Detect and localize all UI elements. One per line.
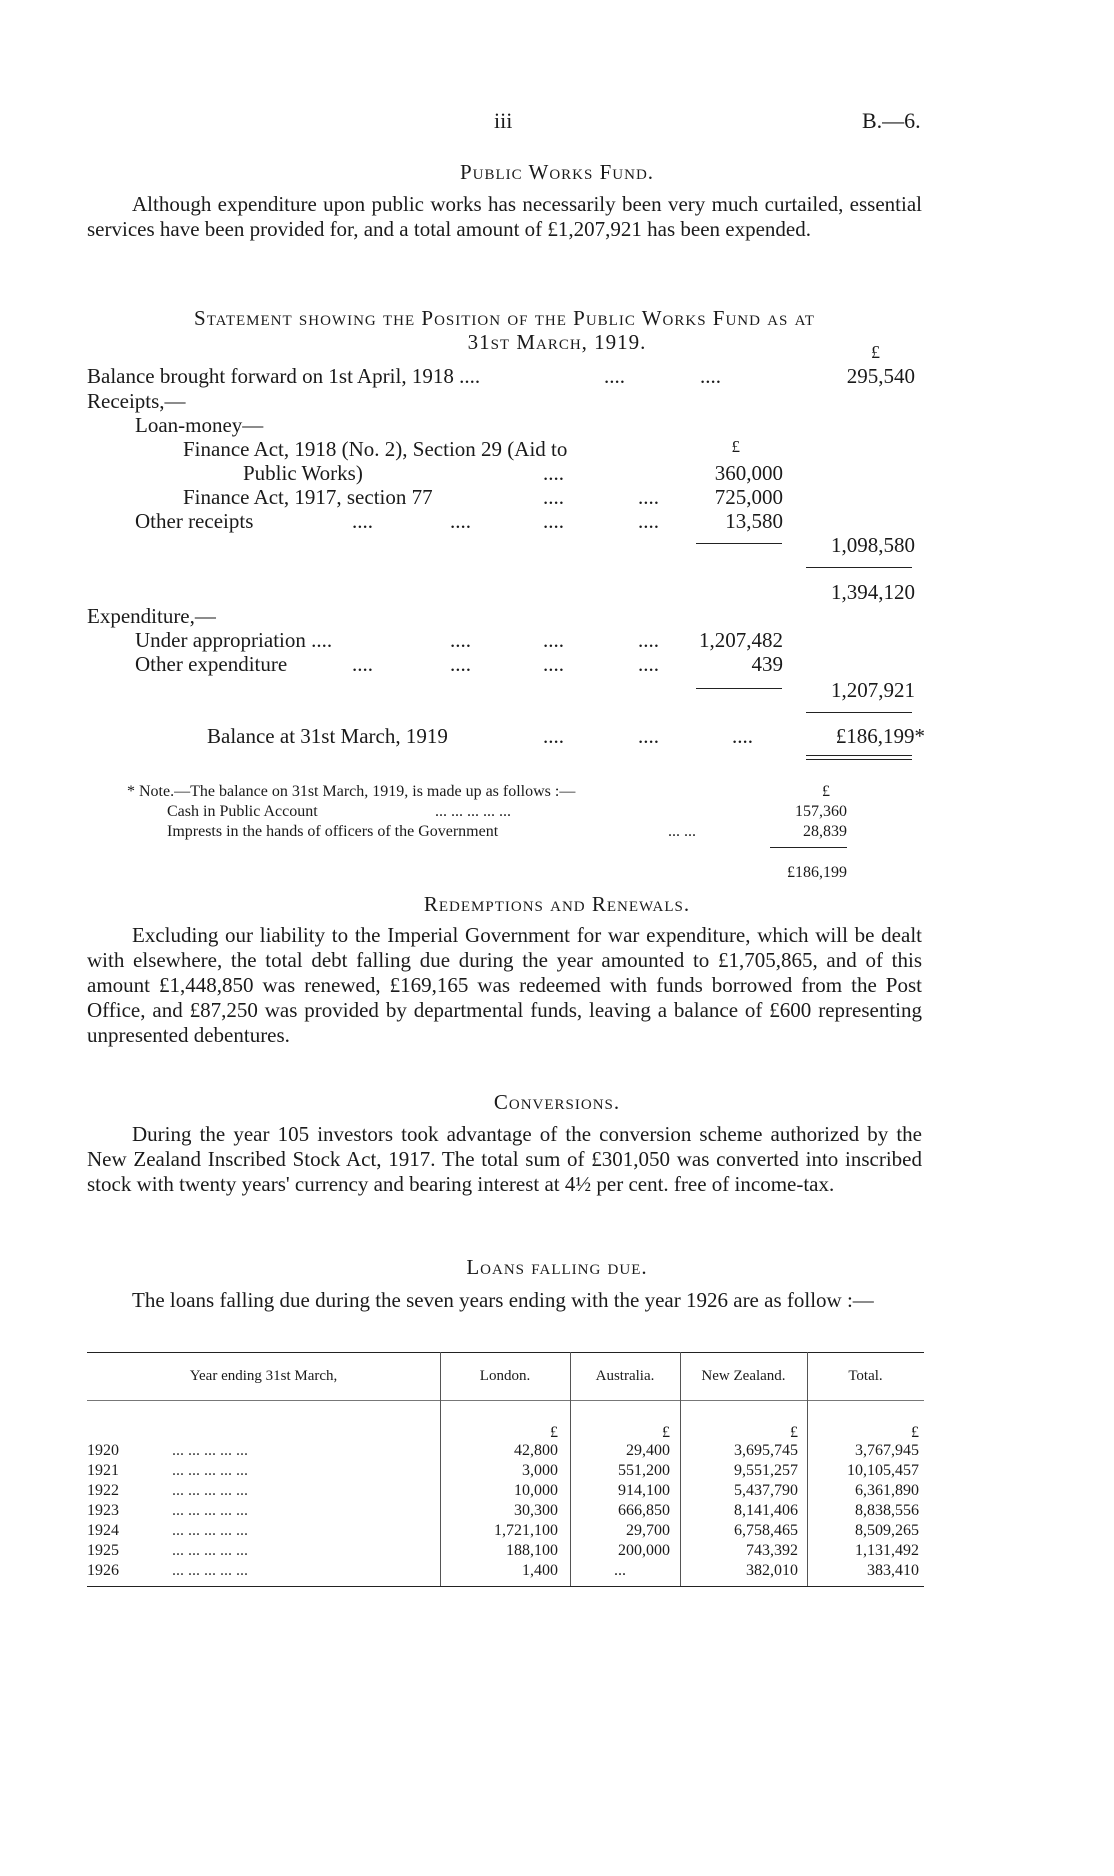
finance-1918-label-continued: Public Works)	[243, 461, 363, 485]
other-receipts-dots: ....	[450, 509, 471, 533]
row-leader-dots: ... ... ... ... ...	[172, 1522, 248, 1539]
cell-total: 3,767,945	[855, 1442, 919, 1459]
cell-london: 1,721,100	[494, 1522, 558, 1539]
cell-london: 10,000	[514, 1482, 558, 1499]
table-bottom-rule	[87, 1586, 924, 1587]
balance-label: Balance at 31st March, 1919	[207, 724, 448, 748]
under-appropriation-label: Under appropriation ....	[135, 628, 333, 652]
row-leader-dots: ... ... ... ... ...	[172, 1462, 248, 1479]
balance-forward-label: Balance brought forward on 1st April, 1918 ....	[87, 364, 481, 388]
loan-money-label: Loan-money—	[135, 413, 264, 437]
balance-forward-dots: ....	[700, 364, 721, 388]
finance-1918-label: Finance Act, 1918 (No. 2), Section 29 (Aid to	[183, 437, 568, 461]
note-intro: * Note.—The balance on 31st March, 1919, is made up as follows :—	[127, 783, 576, 800]
cell-total: 6,361,890	[855, 1482, 919, 1499]
table-top-rule	[87, 1352, 924, 1353]
balance-forward-value: 295,540	[846, 364, 915, 388]
cell-new-zealand: 8,141,406	[734, 1502, 798, 1519]
row-leader-dots: ... ... ... ... ...	[172, 1542, 248, 1559]
cell-total: 1,131,492	[855, 1542, 919, 1559]
cell-australia: 914,100	[618, 1482, 670, 1499]
page-number: iii	[494, 108, 513, 133]
redemptions-heading: Redemptions and Renewals.	[423, 892, 691, 916]
cell-new-zealand: 6,758,465	[734, 1522, 798, 1539]
cell-year: 1923	[87, 1502, 119, 1519]
cell-total: 10,105,457	[847, 1462, 919, 1479]
note-imprests-label: Imprests in the hands of officers of the Government	[167, 823, 499, 840]
statement-title-date: 31st March, 1919.	[467, 330, 647, 354]
column-header-new-zealand: New Zealand.	[701, 1368, 786, 1384]
conversions-text: During the year 105 investors took advantage of the conversion scheme authorized by the New Zealand Inscribed Stock Act, 1917. The total sum of £301,050 was converted into inscribed stock with twenty years' currency and bearing interest at 4	[87, 1122, 922, 1196]
rule	[696, 688, 782, 689]
note-cash-label: Cash in Public Account	[167, 803, 318, 820]
note-cash-dots: ... ... ... ... ...	[435, 803, 511, 820]
row-leader-dots: ... ... ... ... ...	[172, 1562, 248, 1579]
row-leader-dots: ... ... ... ... ...	[172, 1482, 248, 1499]
cell-london: 30,300	[514, 1502, 558, 1519]
expenditure-total: 1,207,921	[831, 678, 915, 702]
conversions-heading: Conversions.	[493, 1090, 621, 1114]
finance-1917-value: 725,000	[714, 485, 783, 509]
finance-1917-label: Finance Act, 1917, section 77	[183, 485, 433, 509]
under-appropriation-dots: ....	[638, 628, 659, 652]
column-header-london: London.	[479, 1368, 531, 1384]
cell-new-zealand: 3,695,745	[734, 1442, 798, 1459]
currency-london: £	[550, 1424, 558, 1441]
under-appropriation-dots: ....	[543, 628, 564, 652]
rule	[770, 847, 847, 848]
cell-australia: 551,200	[618, 1462, 670, 1479]
conversions-text-end: per cent. free of income-tax.	[591, 1172, 835, 1196]
balance-dots: ....	[732, 724, 753, 748]
column-header-total: Total.	[848, 1368, 883, 1384]
table-header-rule	[87, 1400, 924, 1401]
other-expenditure-dots: ....	[450, 652, 471, 676]
public-works-heading: Public Works Fund.	[459, 160, 655, 184]
cell-year: 1926	[87, 1562, 119, 1579]
note-imprests-value: 28,839	[803, 823, 847, 840]
under-appropriation-value: 1,207,482	[699, 628, 783, 652]
note-cash-value: 157,360	[795, 803, 847, 820]
note-imprests-dots: ... ...	[668, 823, 696, 840]
note-currency-symbol: £	[822, 783, 830, 800]
rule	[806, 712, 912, 713]
cell-london: 188,100	[506, 1542, 558, 1559]
finance-1918-dots: ....	[543, 461, 564, 485]
cell-london: 42,800	[514, 1442, 558, 1459]
rule	[696, 543, 782, 544]
other-expenditure-label: Other expenditure	[135, 652, 288, 676]
rule	[806, 567, 912, 568]
column-header-australia: Australia.	[595, 1368, 655, 1384]
balance-dots: ....	[638, 724, 659, 748]
loans-paragraph: The loans falling due during the seven years ending with the year 1926 are as follow :—	[132, 1288, 874, 1312]
receipts-currency-symbol: £	[731, 437, 740, 456]
cell-new-zealand: 743,392	[746, 1542, 798, 1559]
redemptions-paragraph: Excluding our liability to the Imperial Government for war expenditure, which will be dealt with elsewhere, the total debt falling due during the year amounted to £1,705,865, and of this amount £1,448,850 was renewed, £169,165 was redeemed with funds borrowed from the Post Office, and £87,250 was provided by departmental funds, leaving a balance of £600 representing unpresented debentures.	[87, 923, 922, 1047]
cell-london: 3,000	[522, 1462, 558, 1479]
cell-total: 8,509,265	[855, 1522, 919, 1539]
cell-total: 383,410	[867, 1562, 919, 1579]
balance-dots: ....	[543, 724, 564, 748]
cell-australia: 29,400	[626, 1442, 670, 1459]
receipts-label: Receipts,—	[87, 389, 186, 413]
cell-new-zealand: 382,010	[746, 1562, 798, 1579]
currency-australia: £	[662, 1424, 670, 1441]
cell-year: 1921	[87, 1462, 119, 1479]
document-reference: B.—6.	[862, 108, 921, 133]
under-appropriation-dots: ....	[450, 628, 471, 652]
other-receipts-dots: ....	[352, 509, 373, 533]
conversions-paragraph	[87, 1122, 922, 1197]
cell-australia: 200,000	[618, 1542, 670, 1559]
other-expenditure-value: 439	[751, 652, 783, 676]
cell-australia: ...	[614, 1562, 626, 1579]
balance-value: £186,199*	[835, 724, 925, 748]
other-receipts-value: 13,580	[725, 509, 783, 533]
currency-total: £	[911, 1424, 919, 1441]
public-works-paragraph: Although expenditure upon public works has necessarily been very much curtailed, essential services have been provided for, and a total amount of £1,207,921 has been expended.	[87, 192, 922, 241]
cell-london: 1,400	[522, 1562, 558, 1579]
double-rule	[806, 755, 912, 760]
interest-fraction: ½	[575, 1172, 592, 1196]
subtotal: 1,394,120	[831, 580, 915, 604]
loans-heading: Loans falling due.	[466, 1255, 648, 1279]
balance-forward-dots: ....	[604, 364, 625, 388]
other-receipts-label: Other receipts	[135, 509, 254, 533]
row-leader-dots: ... ... ... ... ...	[172, 1442, 248, 1459]
finance-1917-dots: ....	[638, 485, 659, 509]
other-expenditure-dots: ....	[352, 652, 373, 676]
statement-title: Statement showing the Position of the Public Works Fund as at	[194, 306, 815, 330]
column-header-year: Year ending 31st March,	[189, 1368, 338, 1384]
cell-total: 8,838,556	[855, 1502, 919, 1519]
other-receipts-dots: ....	[638, 509, 659, 533]
cell-year: 1920	[87, 1442, 119, 1459]
receipts-total: 1,098,580	[831, 533, 915, 557]
cell-year: 1925	[87, 1542, 119, 1559]
cell-year: 1922	[87, 1482, 119, 1499]
cell-australia: 29,700	[626, 1522, 670, 1539]
other-expenditure-dots: ....	[543, 652, 564, 676]
note-total: £186,199	[787, 864, 847, 881]
cell-new-zealand: 9,551,257	[734, 1462, 798, 1479]
expenditure-label: Expenditure,—	[87, 604, 216, 628]
currency-new-zealand: £	[790, 1424, 798, 1441]
finance-1917-dots: ....	[543, 485, 564, 509]
cell-year: 1924	[87, 1522, 119, 1539]
finance-1918-value: 360,000	[714, 461, 783, 485]
row-leader-dots: ... ... ... ... ...	[172, 1502, 248, 1519]
other-receipts-dots: ....	[543, 509, 564, 533]
cell-australia: 666,850	[618, 1502, 670, 1519]
other-expenditure-dots: ....	[638, 652, 659, 676]
statement-currency-symbol: £	[871, 342, 880, 362]
cell-new-zealand: 5,437,790	[734, 1482, 798, 1499]
